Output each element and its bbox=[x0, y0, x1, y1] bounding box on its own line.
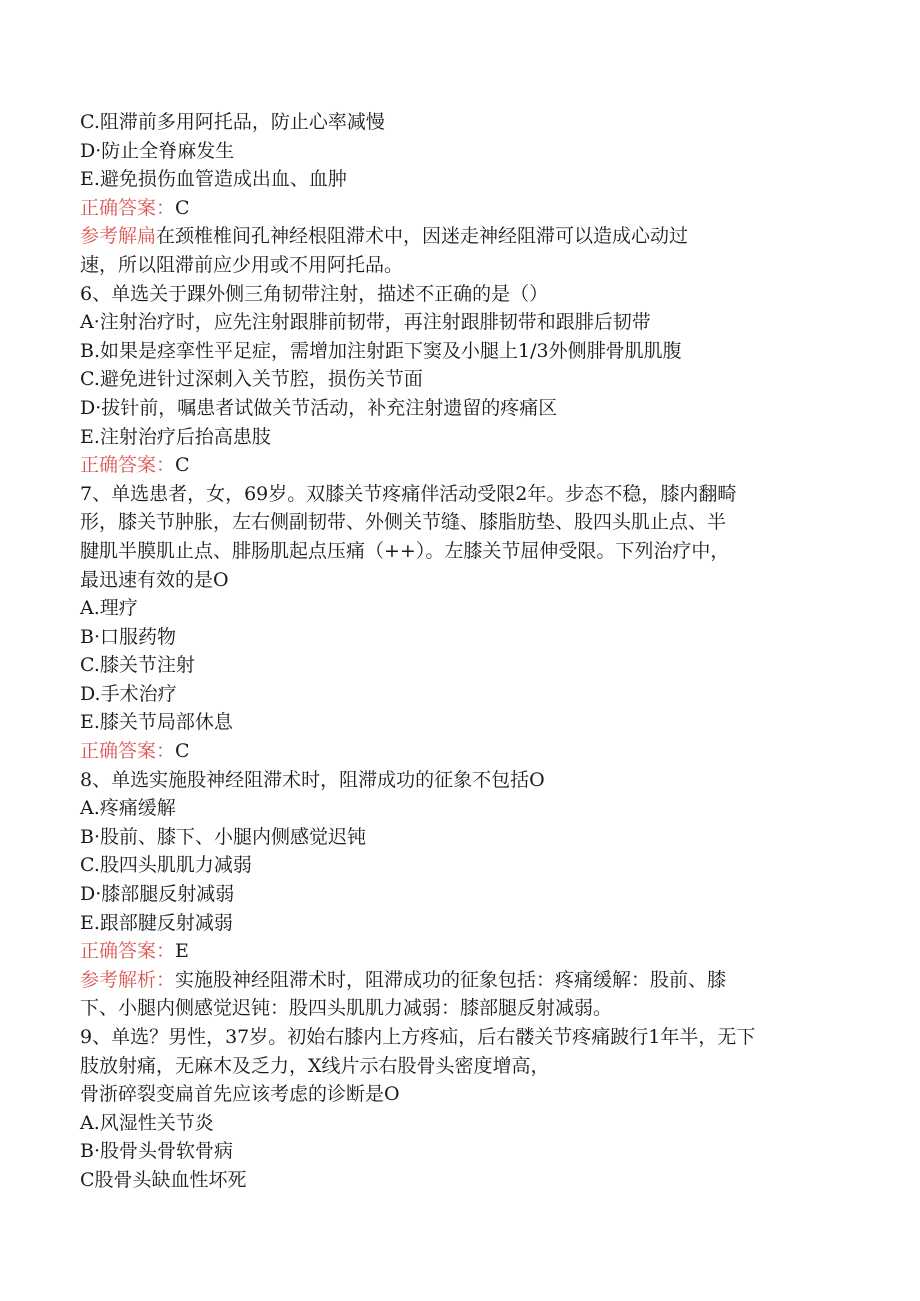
document-page bbox=[80, 108, 860, 1195]
question-line: 6、单选关于踝外侧三角韧带注射，描述不正确的是（） bbox=[80, 282, 549, 305]
option-line: A.风湿性关节炎 bbox=[80, 1111, 214, 1134]
text-line: 骨浙碎裂变扁首先应该考虑的诊断是O bbox=[80, 1083, 400, 1106]
answer-label: 正确答案： bbox=[80, 196, 176, 219]
option-line: B.如果是痉挛性平足症，需增加注射距下窦及小腿上1/3外侧腓骨肌肌腹 bbox=[80, 339, 682, 362]
analysis-label: 参考解扁 bbox=[80, 225, 157, 248]
option-line: D·防止全脊麻发生 bbox=[80, 139, 235, 162]
answer-value: C bbox=[175, 196, 190, 219]
option-line: C股骨头缺血性坏死 bbox=[80, 1168, 247, 1191]
analysis-text: 在颈椎椎间孔神经根阻滞术中，因迷走神经阻滞可以造成心动过 bbox=[156, 225, 689, 248]
answer-line bbox=[80, 937, 860, 966]
option-line: A.理疗 bbox=[80, 597, 138, 620]
answer-label: 正确答案： bbox=[80, 740, 176, 763]
text-line: 速，所以阻滞前应少用或不用阿托品。 bbox=[80, 253, 404, 276]
option-line: D.手术治疗 bbox=[80, 682, 177, 705]
answer-line bbox=[80, 737, 860, 766]
analysis-label: 参考解析： bbox=[80, 968, 176, 991]
option-line: B·股前、膝下、小腿内侧感觉迟钝 bbox=[80, 825, 367, 848]
answer-line bbox=[80, 451, 860, 480]
option-line: B·股骨头骨软骨病 bbox=[80, 1140, 234, 1163]
answer-value: C bbox=[175, 454, 190, 477]
option-line: E.膝关节局部休息 bbox=[80, 711, 233, 734]
question-line: 7、单选患者，女，69岁。双膝关节疼痛伴活动受限2年。步态不稳，膝内翻畸 bbox=[80, 482, 737, 505]
option-line: E.避免损伤血管造成出血、血肿 bbox=[80, 168, 347, 191]
answer-label: 正确答案： bbox=[80, 940, 176, 963]
option-line: C.膝关节注射 bbox=[80, 654, 195, 677]
analysis-line bbox=[80, 222, 860, 251]
text-line: 肢放射痛，无麻木及乏力，X线片示右股骨头密度增高， bbox=[80, 1054, 550, 1077]
option-line: C.股四头肌肌力减弱 bbox=[80, 854, 252, 877]
analysis-line bbox=[80, 966, 860, 995]
answer-value: C bbox=[175, 740, 190, 763]
answer-value: E bbox=[175, 940, 189, 963]
answer-label: 正确答案： bbox=[80, 454, 176, 477]
option-line: E.跟部腱反射减弱 bbox=[80, 911, 233, 934]
text-line: 下、小腿内侧感觉迟钝：股四头肌肌力减弱：膝部腿反射减弱。 bbox=[80, 997, 613, 1020]
option-line: A·注射治疗时，应先注射跟腓前韧带，再注射跟腓韧带和跟腓后韧带 bbox=[80, 311, 651, 334]
option-line: C.避免进针过深刺入关节腔，损伤关节面 bbox=[80, 368, 423, 391]
answer-line bbox=[80, 194, 860, 223]
option-line: D·膝部腿反射减弱 bbox=[80, 883, 235, 906]
option-line: A.疼痛缓解 bbox=[80, 797, 176, 820]
option-line: D·拔针前，嘱患者试做关节活动，补充注射遗留的疼痛区 bbox=[80, 396, 558, 419]
option-line: B·口服药物 bbox=[80, 625, 177, 648]
text-line: 腱肌半膜肌止点、腓肠肌起点压痛（++）。左膝关节屈伸受限。下列治疗中， bbox=[80, 539, 730, 562]
option-line: C.阻滞前多用阿托品，防止心率减慢 bbox=[80, 111, 385, 133]
question-line: 8、单选实施股神经阻滞术时，阻滞成功的征象不包括O bbox=[80, 768, 545, 791]
text-line: 最迅速有效的是O bbox=[80, 568, 229, 591]
option-line: E.注射治疗后抬高患肢 bbox=[80, 425, 271, 448]
analysis-text: 实施股神经阻滞术时，阻滞成功的征象包括：疼痛缓解：股前、膝 bbox=[175, 968, 727, 991]
question-line: 9、单选？男性，37岁。初始右膝内上方疼疝，后右髅关节疼痛跛行1年半，无下 bbox=[80, 1026, 756, 1048]
text-line: 形，膝关节肿胀，左右侧副韧带、外侧关节缝、膝脂肪垫、股四头肌止点、半 bbox=[80, 511, 727, 534]
